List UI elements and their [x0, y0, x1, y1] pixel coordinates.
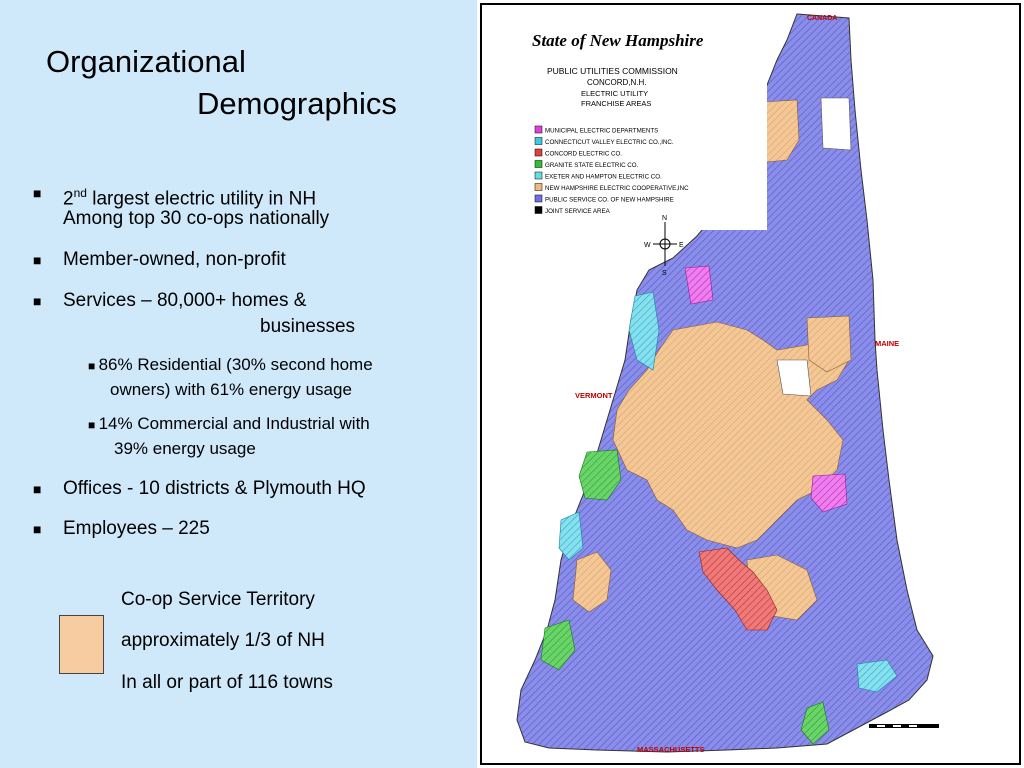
label-massachusetts: MASSACHUSETTS: [637, 745, 705, 754]
bullet-ordinal: 2: [63, 188, 74, 210]
map-legend-label: CONCORD ELECTRIC CO.: [545, 150, 623, 158]
sub-bullet-text-line2: owners) with 61% energy usage: [110, 380, 352, 399]
sub-bullet-text-line2: 39% energy usage: [114, 439, 256, 458]
sub-bullet-residential: [88, 353, 373, 402]
joint-service-area: [821, 98, 851, 150]
scale-bar: [869, 724, 939, 728]
map-title: State of New Hampshire: [532, 31, 704, 50]
bullet-marker: ■: [33, 293, 42, 309]
map-subtitle-line1: ELECTRIC UTILITY: [581, 89, 649, 98]
bullet-marker: ■: [33, 252, 42, 268]
legend-line1: Co-op Service Territory: [121, 589, 315, 610]
bullet-text: Member-owned, non-profit: [63, 249, 286, 270]
legend-line3: In all or part of 116 towns: [121, 672, 333, 693]
map-subtitle-line2: FRANCHISE AREAS: [581, 99, 652, 108]
sub-bullet-text: 86% Residential (30% second home: [98, 355, 373, 374]
map-legend-label: NEW HAMPSHIRE ELECTRIC COOPERATIVE,INC: [545, 185, 689, 192]
compass-n: N: [662, 215, 668, 222]
bullet-marker: ■: [33, 185, 42, 201]
compass-s: S: [662, 270, 667, 277]
map-legend-swatch: [535, 172, 542, 179]
map-legend-swatch: [535, 207, 542, 214]
bullet-text: largest electric utility in NH: [86, 188, 317, 210]
nh-utility-map: [477, 0, 1024, 768]
map-legend-label: MUNICIPAL ELECTRIC DEPARTMENTS: [545, 127, 659, 135]
map-legend-swatch: [535, 184, 542, 191]
map-legend-label: GRANITE STATE ELECTRIC CO.: [545, 162, 639, 169]
bullet-marker: ■: [33, 521, 42, 537]
coop-territory-swatch: [59, 615, 104, 674]
map-legend-swatch: [535, 126, 542, 133]
map-legend-swatch: [535, 161, 542, 168]
label-vermont: VERMONT: [575, 391, 613, 400]
bullet-ordinal-suffix: nd: [73, 186, 87, 200]
sub-bullet-marker: ■: [88, 359, 99, 373]
bullet-text-line2: businesses: [260, 316, 356, 337]
bullet-text: Services – 80,000+ homes &: [63, 290, 307, 311]
map-legend-label: CONNECTICUT VALLEY ELECTRIC CO.,INC.: [545, 139, 674, 146]
legend-line2: approximately 1/3 of NH: [121, 630, 325, 651]
map-legend-swatch: [535, 195, 542, 202]
map-legend-swatch: [535, 149, 542, 156]
map-legend-label: EXETER AND HAMPTON ELECTRIC CO.: [545, 173, 662, 181]
map-commission: PUBLIC UTILITIES COMMISSION: [547, 66, 678, 76]
sub-bullet-commercial: [88, 412, 370, 461]
bullet-text: Offices - 10 districts & Plymouth HQ: [63, 478, 366, 499]
slide-title-line2: Demographics: [197, 86, 397, 121]
compass-w: W: [644, 242, 651, 249]
sub-bullet-text: 14% Commercial and Industrial with: [98, 414, 370, 433]
map-city: CONCORD,N.H.: [587, 78, 647, 87]
bullet-text: Employees – 225: [63, 518, 210, 539]
label-maine: MAINE: [875, 339, 900, 348]
map-legend-swatch: [535, 138, 542, 145]
joint-service-area-2: [777, 360, 811, 396]
map-legend-label: JOINT SERVICE AREA: [545, 208, 610, 215]
map-legend-label: PUBLIC SERVICE CO. OF NEW HAMPSHIRE: [545, 196, 674, 204]
compass-e: E: [679, 242, 684, 249]
bullet-marker: ■: [33, 481, 42, 497]
label-canada: CANADA: [807, 15, 838, 22]
slide-text-panel: [0, 0, 474, 768]
sub-bullet-marker: ■: [88, 418, 99, 432]
bullet-text-line2: Among top 30 co-ops nationally: [63, 208, 330, 229]
slide-title-line1: Organizational: [46, 44, 246, 79]
